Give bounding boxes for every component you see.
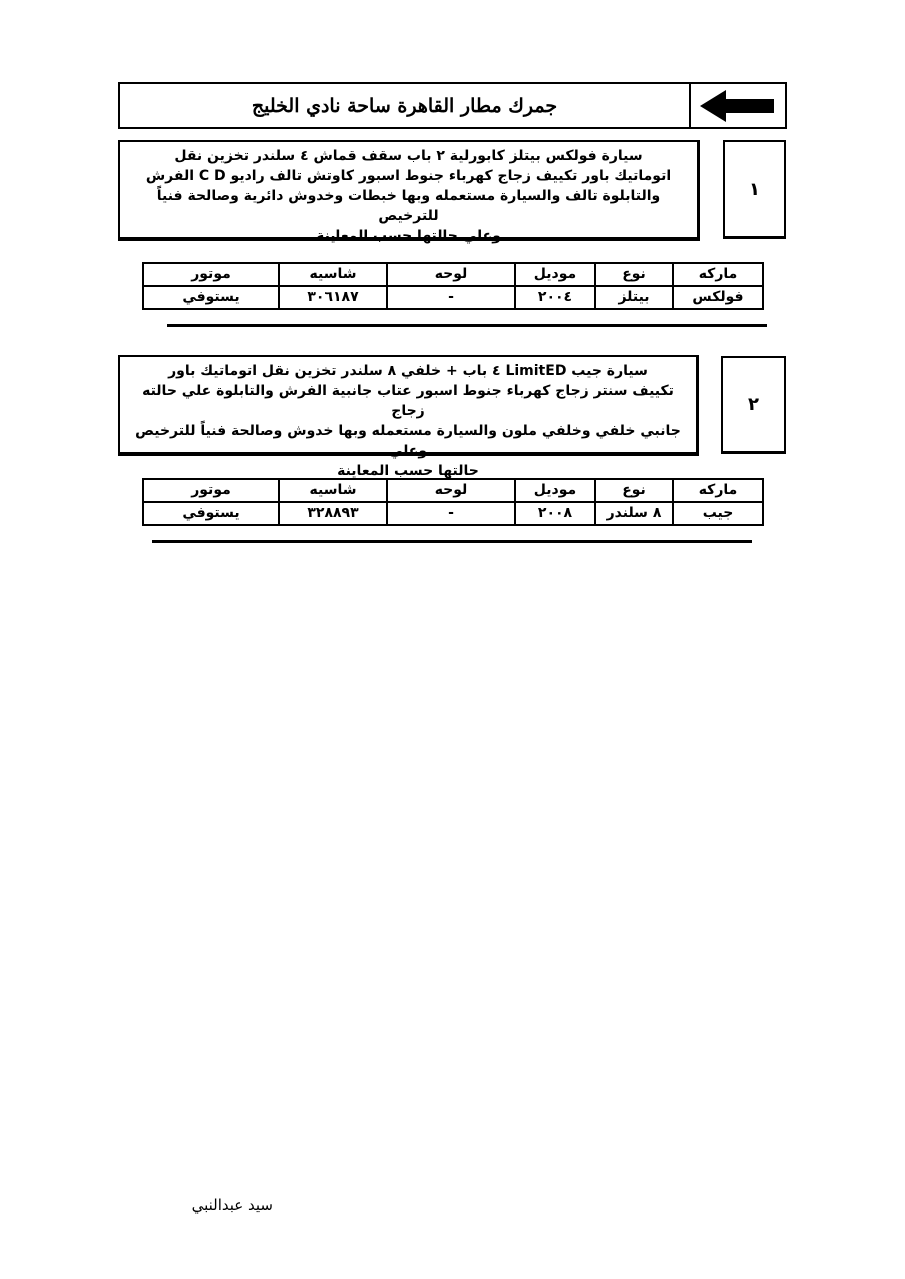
cell-engine: يستوفي xyxy=(143,286,279,309)
item-description-box xyxy=(118,140,700,244)
header-chassis: شاسيه xyxy=(279,263,387,286)
table-header-row xyxy=(143,479,763,502)
cell-plate: - xyxy=(387,502,515,525)
header-engine: موتور xyxy=(143,479,279,502)
item-number: ٢ xyxy=(748,394,759,415)
cell-model: ٢٠٠٤ xyxy=(515,286,595,309)
header-chassis: شاسيه xyxy=(279,479,387,502)
specs-table xyxy=(142,262,764,310)
item-number-box xyxy=(721,356,786,454)
cell-type: ٨ سلندر xyxy=(595,502,673,525)
separator-rule xyxy=(167,324,767,327)
cell-brand: فولكس xyxy=(673,286,763,309)
cell-engine: يستوفي xyxy=(143,502,279,525)
table-row xyxy=(143,286,763,309)
item-number-box xyxy=(723,140,786,239)
item-description-box xyxy=(118,355,699,479)
header-model: موديل xyxy=(515,263,595,286)
cell-plate: - xyxy=(387,286,515,309)
table-row xyxy=(143,502,763,525)
header-type: نوع xyxy=(595,263,673,286)
header-model: موديل xyxy=(515,479,595,502)
left-arrow-icon xyxy=(700,90,776,122)
page-title: جمرك مطار القاهرة ساحة نادي الخليج xyxy=(251,94,558,117)
separator-rule xyxy=(152,540,752,543)
cell-model: ٢٠٠٨ xyxy=(515,502,595,525)
signature: سيد عبدالنبي xyxy=(191,1196,273,1214)
header-brand: ماركه xyxy=(673,479,763,502)
specs-table xyxy=(142,478,764,526)
cell-brand: جيب xyxy=(673,502,763,525)
header-plate: لوحه xyxy=(387,479,515,502)
item-description: سيارة جيب LimitED ٤ باب + خلفي ٨ سلندر تخزين نقل اتوماتيك باور تكييف سنتر زجاج كهرباء جنوط اسبور عتاب جانبية الفرش والتابلوة علي حالته زجاج جانبي خلفي وخلفي ملون والسيارة مستعمله وبها خدوش وصالحة فنياً للترخيص وعلي حالتها حسب المعاينة xyxy=(135,363,681,479)
cell-chassis: ٣٢٨٨٩٣ xyxy=(279,502,387,525)
table-header-row xyxy=(143,263,763,286)
cell-chassis: ٣٠٦١٨٧ xyxy=(279,286,387,309)
item-number: ١ xyxy=(749,178,760,200)
header-divider xyxy=(689,82,691,129)
item-description: سيارة فولكس بيتلز كابورلية ٢ باب سقف قماش ٤ سلندر تخزين نقل اتوماتيك باور تكييف زجاج كهرباء جنوط اسبور كاوتش تالف راديو C D الفرش والتابلوة تالف والسيارة مستعمله وبها خبطات وخدوش دائرية وصالحة فنياً للترخيص وعلي حالتها حسب المعاينة xyxy=(145,148,672,244)
header-brand: ماركه xyxy=(673,263,763,286)
cell-type: بيتلز xyxy=(595,286,673,309)
header-plate: لوحه xyxy=(387,263,515,286)
header-type: نوع xyxy=(595,479,673,502)
header-engine: موتور xyxy=(143,263,279,286)
